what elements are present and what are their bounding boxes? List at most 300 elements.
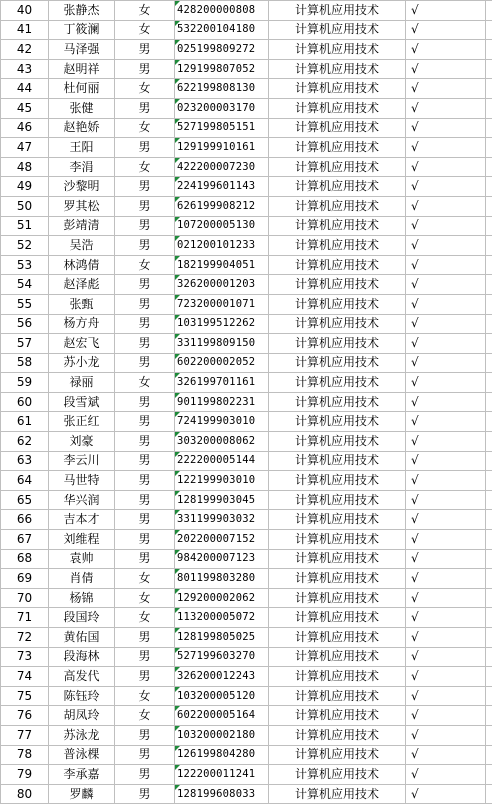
- empty-cell[interactable]: [486, 647, 492, 667]
- gender-cell[interactable]: 男: [115, 451, 175, 471]
- id-number-cell[interactable]: 182199904051: [175, 255, 269, 275]
- check-mark-cell[interactable]: √: [406, 725, 486, 745]
- name-cell[interactable]: 吴浩: [49, 236, 115, 256]
- id-number-cell[interactable]: 122199903010: [175, 471, 269, 491]
- empty-cell[interactable]: [486, 216, 492, 236]
- major-cell[interactable]: 计算机应用技术: [269, 255, 406, 275]
- name-cell[interactable]: 段国玲: [49, 608, 115, 628]
- row-number-cell[interactable]: 44: [1, 79, 49, 99]
- gender-cell[interactable]: 男: [115, 530, 175, 550]
- id-number-cell[interactable]: 113200005072: [175, 608, 269, 628]
- check-mark-cell[interactable]: √: [406, 392, 486, 412]
- row-number-cell[interactable]: 49: [1, 177, 49, 197]
- name-cell[interactable]: 罗麟: [49, 784, 115, 804]
- empty-cell[interactable]: [486, 373, 492, 393]
- empty-cell[interactable]: [486, 236, 492, 256]
- gender-cell[interactable]: 男: [115, 59, 175, 79]
- check-mark-cell[interactable]: √: [406, 510, 486, 530]
- gender-cell[interactable]: 女: [115, 20, 175, 40]
- check-mark-cell[interactable]: √: [406, 79, 486, 99]
- row-number-cell[interactable]: 73: [1, 647, 49, 667]
- table-row: [1, 79, 492, 99]
- id-number-cell[interactable]: 129200002062: [175, 588, 269, 608]
- check-mark-cell[interactable]: √: [406, 20, 486, 40]
- id-number-cell[interactable]: 128199805025: [175, 628, 269, 648]
- table-row: [1, 647, 492, 667]
- gender-cell[interactable]: 男: [115, 138, 175, 158]
- id-number-cell[interactable]: 602200002052: [175, 353, 269, 373]
- name-cell[interactable]: 杨锦: [49, 588, 115, 608]
- major-cell[interactable]: 计算机应用技术: [269, 765, 406, 785]
- major-cell[interactable]: 计算机应用技术: [269, 157, 406, 177]
- id-number-cell[interactable]: 801199803280: [175, 569, 269, 589]
- row-number-cell[interactable]: 76: [1, 706, 49, 726]
- gender-cell[interactable]: 女: [115, 1, 175, 21]
- id-number-cell[interactable]: 331199809150: [175, 334, 269, 354]
- id-number-cell[interactable]: 128199903045: [175, 490, 269, 510]
- row-number-cell[interactable]: 64: [1, 471, 49, 491]
- major-cell[interactable]: 计算机应用技术: [269, 20, 406, 40]
- id-number-cell[interactable]: 527199805151: [175, 118, 269, 138]
- gender-cell[interactable]: 男: [115, 216, 175, 236]
- empty-cell[interactable]: [486, 725, 492, 745]
- major-cell[interactable]: 计算机应用技术: [269, 334, 406, 354]
- empty-cell[interactable]: [486, 471, 492, 491]
- row-number-cell[interactable]: 56: [1, 314, 49, 334]
- id-number-cell[interactable]: 331199903032: [175, 510, 269, 530]
- row-number-cell[interactable]: 75: [1, 686, 49, 706]
- id-number-cell[interactable]: 723200001071: [175, 294, 269, 314]
- check-mark-cell[interactable]: √: [406, 59, 486, 79]
- gender-cell[interactable]: 男: [115, 745, 175, 765]
- check-mark-cell[interactable]: √: [406, 530, 486, 550]
- check-mark-cell[interactable]: √: [406, 588, 486, 608]
- check-mark-cell[interactable]: √: [406, 451, 486, 471]
- row-number-cell[interactable]: 47: [1, 138, 49, 158]
- empty-cell[interactable]: [486, 118, 492, 138]
- major-cell[interactable]: 计算机应用技术: [269, 177, 406, 197]
- name-cell[interactable]: 王阳: [49, 138, 115, 158]
- row-number-cell[interactable]: 65: [1, 490, 49, 510]
- row-number-cell[interactable]: 61: [1, 412, 49, 432]
- empty-cell[interactable]: [486, 334, 492, 354]
- check-mark-cell[interactable]: √: [406, 784, 486, 804]
- name-cell[interactable]: 张正红: [49, 412, 115, 432]
- row-number-cell[interactable]: 46: [1, 118, 49, 138]
- gender-cell[interactable]: 男: [115, 353, 175, 373]
- empty-cell[interactable]: [486, 451, 492, 471]
- major-cell[interactable]: 计算机应用技术: [269, 530, 406, 550]
- name-cell[interactable]: 普泳棵: [49, 745, 115, 765]
- id-number-cell[interactable]: 724199903010: [175, 412, 269, 432]
- row-number-cell[interactable]: 70: [1, 588, 49, 608]
- name-cell[interactable]: 张静杰: [49, 1, 115, 21]
- check-mark-cell[interactable]: √: [406, 432, 486, 452]
- name-cell[interactable]: 胡凤玲: [49, 706, 115, 726]
- empty-cell[interactable]: [486, 510, 492, 530]
- id-number-cell[interactable]: 222200005144: [175, 451, 269, 471]
- major-cell[interactable]: 计算机应用技术: [269, 138, 406, 158]
- empty-cell[interactable]: [486, 784, 492, 804]
- check-mark-cell[interactable]: √: [406, 1, 486, 21]
- empty-cell[interactable]: [486, 686, 492, 706]
- name-cell[interactable]: 杜何丽: [49, 79, 115, 99]
- gender-cell[interactable]: 男: [115, 510, 175, 530]
- row-number-cell[interactable]: 52: [1, 236, 49, 256]
- name-cell[interactable]: 杨方舟: [49, 314, 115, 334]
- id-number-cell[interactable]: 129199807052: [175, 59, 269, 79]
- id-number-cell[interactable]: 103200005120: [175, 686, 269, 706]
- gender-cell[interactable]: 男: [115, 392, 175, 412]
- id-number-cell[interactable]: 428200000808: [175, 1, 269, 21]
- name-cell[interactable]: 肖倩: [49, 569, 115, 589]
- gender-cell[interactable]: 男: [115, 647, 175, 667]
- row-number-cell[interactable]: 42: [1, 40, 49, 60]
- table-row: [1, 451, 492, 471]
- id-number-cell[interactable]: 021200101233: [175, 236, 269, 256]
- table-row: [1, 432, 492, 452]
- empty-cell[interactable]: [486, 588, 492, 608]
- gender-cell[interactable]: 男: [115, 490, 175, 510]
- gender-cell[interactable]: 女: [115, 255, 175, 275]
- empty-cell[interactable]: [486, 294, 492, 314]
- name-cell[interactable]: 李云川: [49, 451, 115, 471]
- check-mark-cell[interactable]: √: [406, 334, 486, 354]
- name-cell[interactable]: 刘豪: [49, 432, 115, 452]
- row-number-cell[interactable]: 68: [1, 549, 49, 569]
- check-mark-cell[interactable]: √: [406, 549, 486, 569]
- major-cell[interactable]: 计算机应用技术: [269, 1, 406, 21]
- gender-cell[interactable]: 女: [115, 706, 175, 726]
- major-cell[interactable]: 计算机应用技术: [269, 549, 406, 569]
- name-cell[interactable]: 陈钰玲: [49, 686, 115, 706]
- check-mark-cell[interactable]: √: [406, 745, 486, 765]
- row-number-cell[interactable]: 50: [1, 196, 49, 216]
- name-cell[interactable]: 段海林: [49, 647, 115, 667]
- gender-cell[interactable]: 男: [115, 196, 175, 216]
- major-cell[interactable]: 计算机应用技术: [269, 314, 406, 334]
- gender-cell[interactable]: 女: [115, 373, 175, 393]
- check-mark-cell[interactable]: √: [406, 569, 486, 589]
- major-cell[interactable]: 计算机应用技术: [269, 392, 406, 412]
- gender-cell[interactable]: 女: [115, 79, 175, 99]
- major-cell[interactable]: 计算机应用技术: [269, 275, 406, 295]
- major-cell[interactable]: 计算机应用技术: [269, 236, 406, 256]
- id-number-cell[interactable]: 326200001203: [175, 275, 269, 295]
- table-row: [1, 196, 492, 216]
- major-cell[interactable]: 计算机应用技术: [269, 686, 406, 706]
- gender-cell[interactable]: 男: [115, 628, 175, 648]
- row-number-cell[interactable]: 67: [1, 530, 49, 550]
- row-number-cell[interactable]: 74: [1, 667, 49, 687]
- row-number-cell[interactable]: 51: [1, 216, 49, 236]
- gender-cell[interactable]: 男: [115, 314, 175, 334]
- major-cell[interactable]: 计算机应用技术: [269, 725, 406, 745]
- major-cell[interactable]: 计算机应用技术: [269, 118, 406, 138]
- id-number-cell[interactable]: 901199802231: [175, 392, 269, 412]
- row-number-cell[interactable]: 57: [1, 334, 49, 354]
- id-number-cell[interactable]: 622199808130: [175, 79, 269, 99]
- gender-cell[interactable]: 男: [115, 725, 175, 745]
- major-cell[interactable]: 计算机应用技术: [269, 432, 406, 452]
- check-mark-cell[interactable]: √: [406, 157, 486, 177]
- major-cell[interactable]: 计算机应用技术: [269, 706, 406, 726]
- table-row: [1, 236, 492, 256]
- check-mark-cell[interactable]: √: [406, 216, 486, 236]
- name-cell[interactable]: 赵泽彪: [49, 275, 115, 295]
- check-mark-cell[interactable]: √: [406, 177, 486, 197]
- gender-cell[interactable]: 女: [115, 608, 175, 628]
- empty-cell[interactable]: [486, 432, 492, 452]
- empty-cell[interactable]: [486, 98, 492, 118]
- name-cell[interactable]: 罗其松: [49, 196, 115, 216]
- check-mark-cell[interactable]: √: [406, 471, 486, 491]
- row-number-cell[interactable]: 58: [1, 353, 49, 373]
- major-cell[interactable]: 计算机应用技术: [269, 216, 406, 236]
- id-number-cell[interactable]: 527199603270: [175, 647, 269, 667]
- empty-cell[interactable]: [486, 138, 492, 158]
- name-cell[interactable]: 林鸿倩: [49, 255, 115, 275]
- major-cell[interactable]: 计算机应用技术: [269, 451, 406, 471]
- gender-cell[interactable]: 男: [115, 412, 175, 432]
- empty-cell[interactable]: [486, 196, 492, 216]
- name-cell[interactable]: 赵明祥: [49, 59, 115, 79]
- empty-cell[interactable]: [486, 608, 492, 628]
- table-row: [1, 255, 492, 275]
- name-cell[interactable]: 刘维程: [49, 530, 115, 550]
- check-mark-cell[interactable]: √: [406, 98, 486, 118]
- row-number-cell[interactable]: 55: [1, 294, 49, 314]
- id-number-cell[interactable]: 023200003170: [175, 98, 269, 118]
- row-number-cell[interactable]: 40: [1, 1, 49, 21]
- major-cell[interactable]: 计算机应用技术: [269, 647, 406, 667]
- name-cell[interactable]: 李承嘉: [49, 765, 115, 785]
- name-cell[interactable]: 段雪斌: [49, 392, 115, 412]
- check-mark-cell[interactable]: √: [406, 667, 486, 687]
- name-cell[interactable]: 马世特: [49, 471, 115, 491]
- check-mark-cell[interactable]: √: [406, 275, 486, 295]
- gender-cell[interactable]: 男: [115, 549, 175, 569]
- id-number-cell[interactable]: 303200008062: [175, 432, 269, 452]
- id-number-cell[interactable]: 326199701161: [175, 373, 269, 393]
- major-cell[interactable]: 计算机应用技术: [269, 294, 406, 314]
- row-number-cell[interactable]: 62: [1, 432, 49, 452]
- major-cell[interactable]: 计算机应用技术: [269, 784, 406, 804]
- row-number-cell[interactable]: 63: [1, 451, 49, 471]
- empty-cell[interactable]: [486, 549, 492, 569]
- table-row: [1, 706, 492, 726]
- id-number-cell[interactable]: 025199809272: [175, 40, 269, 60]
- name-cell[interactable]: 张甄: [49, 294, 115, 314]
- name-cell[interactable]: 赵艳娇: [49, 118, 115, 138]
- row-number-cell[interactable]: 79: [1, 765, 49, 785]
- major-cell[interactable]: 计算机应用技术: [269, 98, 406, 118]
- check-mark-cell[interactable]: √: [406, 765, 486, 785]
- row-number-cell[interactable]: 69: [1, 569, 49, 589]
- major-cell[interactable]: 计算机应用技术: [269, 373, 406, 393]
- major-cell[interactable]: 计算机应用技术: [269, 59, 406, 79]
- empty-cell[interactable]: [486, 392, 492, 412]
- gender-cell[interactable]: 男: [115, 40, 175, 60]
- gender-cell[interactable]: 男: [115, 98, 175, 118]
- name-cell[interactable]: 苏小龙: [49, 353, 115, 373]
- row-number-cell[interactable]: 60: [1, 392, 49, 412]
- empty-cell[interactable]: [486, 314, 492, 334]
- row-number-cell[interactable]: 45: [1, 98, 49, 118]
- check-mark-cell[interactable]: √: [406, 647, 486, 667]
- gender-cell[interactable]: 女: [115, 588, 175, 608]
- row-number-cell[interactable]: 66: [1, 510, 49, 530]
- name-cell[interactable]: 沙黎明: [49, 177, 115, 197]
- gender-cell[interactable]: 女: [115, 569, 175, 589]
- check-mark-cell[interactable]: √: [406, 118, 486, 138]
- empty-cell[interactable]: [486, 706, 492, 726]
- empty-cell[interactable]: [486, 412, 492, 432]
- row-number-cell[interactable]: 48: [1, 157, 49, 177]
- empty-cell[interactable]: [486, 628, 492, 648]
- major-cell[interactable]: 计算机应用技术: [269, 196, 406, 216]
- gender-cell[interactable]: 男: [115, 177, 175, 197]
- major-cell[interactable]: 计算机应用技术: [269, 471, 406, 491]
- table-row: [1, 294, 492, 314]
- name-cell[interactable]: 华兴润: [49, 490, 115, 510]
- check-mark-cell[interactable]: √: [406, 255, 486, 275]
- major-cell[interactable]: 计算机应用技术: [269, 569, 406, 589]
- gender-cell[interactable]: 男: [115, 784, 175, 804]
- empty-cell[interactable]: [486, 530, 492, 550]
- id-number-cell[interactable]: 126199804280: [175, 745, 269, 765]
- check-mark-cell[interactable]: √: [406, 686, 486, 706]
- table-row: [1, 1, 492, 21]
- major-cell[interactable]: 计算机应用技术: [269, 79, 406, 99]
- id-number-cell[interactable]: 422200007230: [175, 157, 269, 177]
- name-cell[interactable]: 禄丽: [49, 373, 115, 393]
- major-cell[interactable]: 计算机应用技术: [269, 667, 406, 687]
- id-number-cell[interactable]: 103200002180: [175, 725, 269, 745]
- empty-cell[interactable]: [486, 40, 492, 60]
- check-mark-cell[interactable]: √: [406, 373, 486, 393]
- empty-cell[interactable]: [486, 667, 492, 687]
- gender-cell[interactable]: 女: [115, 118, 175, 138]
- check-mark-cell[interactable]: √: [406, 412, 486, 432]
- empty-cell[interactable]: [486, 765, 492, 785]
- major-cell[interactable]: 计算机应用技术: [269, 608, 406, 628]
- check-mark-cell[interactable]: √: [406, 490, 486, 510]
- name-cell[interactable]: 苏泳龙: [49, 725, 115, 745]
- table-row: [1, 118, 492, 138]
- name-cell[interactable]: 赵宏飞: [49, 334, 115, 354]
- row-number-cell[interactable]: 54: [1, 275, 49, 295]
- id-number-cell[interactable]: 326200012243: [175, 667, 269, 687]
- row-number-cell[interactable]: 41: [1, 20, 49, 40]
- id-number-cell[interactable]: 128199608033: [175, 784, 269, 804]
- name-cell[interactable]: 袁帅: [49, 549, 115, 569]
- gender-cell[interactable]: 男: [115, 471, 175, 491]
- empty-cell[interactable]: [486, 59, 492, 79]
- id-number-cell[interactable]: 532200104180: [175, 20, 269, 40]
- empty-cell[interactable]: [486, 275, 492, 295]
- check-mark-cell[interactable]: √: [406, 706, 486, 726]
- gender-cell[interactable]: 男: [115, 334, 175, 354]
- check-mark-cell[interactable]: √: [406, 608, 486, 628]
- major-cell[interactable]: 计算机应用技术: [269, 353, 406, 373]
- gender-cell[interactable]: 男: [115, 432, 175, 452]
- empty-cell[interactable]: [486, 745, 492, 765]
- check-mark-cell[interactable]: √: [406, 138, 486, 158]
- row-number-cell[interactable]: 43: [1, 59, 49, 79]
- gender-cell[interactable]: 女: [115, 686, 175, 706]
- name-cell[interactable]: 黄佑国: [49, 628, 115, 648]
- gender-cell[interactable]: 男: [115, 667, 175, 687]
- major-cell[interactable]: 计算机应用技术: [269, 490, 406, 510]
- id-number-cell[interactable]: 984200007123: [175, 549, 269, 569]
- empty-cell[interactable]: [486, 353, 492, 373]
- check-mark-cell[interactable]: √: [406, 196, 486, 216]
- id-number-cell[interactable]: 602200005164: [175, 706, 269, 726]
- row-number-cell[interactable]: 72: [1, 628, 49, 648]
- empty-cell[interactable]: [486, 20, 492, 40]
- row-number-cell[interactable]: 59: [1, 373, 49, 393]
- name-cell[interactable]: 高发代: [49, 667, 115, 687]
- check-mark-cell[interactable]: √: [406, 40, 486, 60]
- id-number-cell[interactable]: 122200011241: [175, 765, 269, 785]
- check-mark-cell[interactable]: √: [406, 628, 486, 648]
- major-cell[interactable]: 计算机应用技术: [269, 412, 406, 432]
- id-number-cell[interactable]: 129199910161: [175, 138, 269, 158]
- table-row: [1, 334, 492, 354]
- name-cell[interactable]: 彭靖清: [49, 216, 115, 236]
- id-number-cell[interactable]: 202200007152: [175, 530, 269, 550]
- gender-cell[interactable]: 男: [115, 236, 175, 256]
- row-number-cell[interactable]: 80: [1, 784, 49, 804]
- empty-cell[interactable]: [486, 79, 492, 99]
- name-cell[interactable]: 李涓: [49, 157, 115, 177]
- table-body: [1, 1, 492, 804]
- major-cell[interactable]: 计算机应用技术: [269, 745, 406, 765]
- row-number-cell[interactable]: 77: [1, 725, 49, 745]
- row-number-cell[interactable]: 71: [1, 608, 49, 628]
- major-cell[interactable]: 计算机应用技术: [269, 510, 406, 530]
- check-mark-cell[interactable]: √: [406, 294, 486, 314]
- row-number-cell[interactable]: 78: [1, 745, 49, 765]
- major-cell[interactable]: 计算机应用技术: [269, 628, 406, 648]
- id-number-cell[interactable]: 107200005130: [175, 216, 269, 236]
- name-cell[interactable]: 马泽强: [49, 40, 115, 60]
- major-cell[interactable]: 计算机应用技术: [269, 588, 406, 608]
- name-cell[interactable]: 丁筱澜: [49, 20, 115, 40]
- gender-cell[interactable]: 女: [115, 157, 175, 177]
- name-cell[interactable]: 张健: [49, 98, 115, 118]
- row-number-cell[interactable]: 53: [1, 255, 49, 275]
- empty-cell[interactable]: [486, 569, 492, 589]
- check-mark-cell[interactable]: √: [406, 236, 486, 256]
- id-number-cell[interactable]: 224199601143: [175, 177, 269, 197]
- id-number-cell[interactable]: 103199512262: [175, 314, 269, 334]
- check-mark-cell[interactable]: √: [406, 314, 486, 334]
- major-cell[interactable]: 计算机应用技术: [269, 40, 406, 60]
- check-mark-cell[interactable]: √: [406, 353, 486, 373]
- empty-cell[interactable]: [486, 1, 492, 21]
- gender-cell[interactable]: 男: [115, 765, 175, 785]
- gender-cell[interactable]: 男: [115, 294, 175, 314]
- empty-cell[interactable]: [486, 177, 492, 197]
- empty-cell[interactable]: [486, 490, 492, 510]
- gender-cell[interactable]: 男: [115, 275, 175, 295]
- id-number-cell[interactable]: 626199908212: [175, 196, 269, 216]
- name-cell[interactable]: 吉本才: [49, 510, 115, 530]
- empty-cell[interactable]: [486, 255, 492, 275]
- empty-cell[interactable]: [486, 157, 492, 177]
